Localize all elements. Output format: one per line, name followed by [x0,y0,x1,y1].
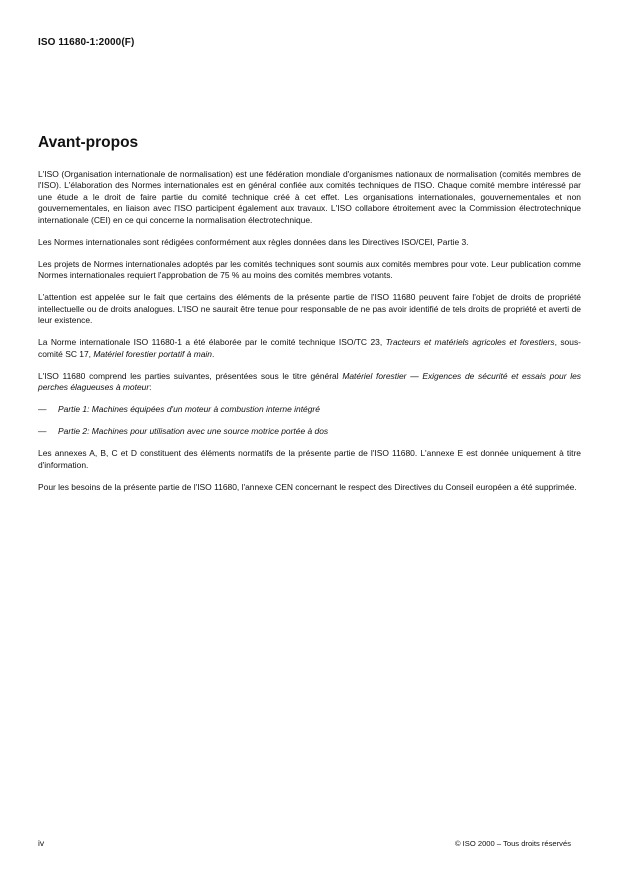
em-dash-bullet: — [38,404,47,415]
general-title: Matériel forestier — Exigences de sécurité et essais pour les perches élagueuses à moteur [38,370,581,393]
committee-title: Tracteurs et matériels agricoles et forestiers [385,337,555,348]
page-number: iv [38,838,45,848]
list-item-part-1 [38,404,581,415]
list-item-part-2 [38,426,581,437]
paragraph-parts-intro [38,371,581,394]
document-id: ISO 11680-1:2000(F) [38,37,135,48]
section-title: Avant-propos [38,134,139,151]
copyright-notice: © ISO 2000 – Tous droits réservés [454,839,571,848]
foreword-body [38,169,581,504]
committee-text-a: La Norme internationale ISO 11680-1 a été élaborée par le comité technique ISO/TC 23, [38,337,386,348]
paragraph-iso-organisation: L'ISO (Organisation internationale de normalisation) est une fédération mondiale d'organismes nationaux de normalisation (comités membres de l'ISO). L'élaboration des Normes internationales est en général confiée aux comités techniques de l'ISO. Chaque comité membre intéressé par une étude a le droit de faire partie du comité technique créé à cet effet. Les organisations internationales, gouvernementales et non gouvernementales, en liaison avec l'ISO participent également aux travaux. L'ISO collabore étroitement avec la Commission électrotechnique internationale (CEI) en ce qui concerne la normalisation électrotechnique. [38,169,581,225]
em-dash-bullet: — [38,426,47,437]
part-2-title: Partie 2: Machines pour utilisation avec une source motrice portée à dos [58,426,329,437]
committee-text-e: . [211,348,215,359]
paragraph-committee [38,337,581,360]
paragraph-patent-rights: L'attention est appelée sur le fait que certains des éléments de la présente partie de l'ISO 11680 peuvent faire l'objet de droits de propriété intellectuelle ou de droits analogues. L'ISO ne saurait être tenue pour responsable de ne pas avoir identifié de tels droits de propriété et averti de leur existence. [38,292,581,326]
paragraph-directives: Les Normes internationales sont rédigées conformément aux règles données dans les Directives ISO/CEI, Partie 3. [38,236,469,247]
paragraph-cen-annex: Pour les besoins de la présente partie de l'ISO 11680, l'annexe CEN concernant le respect des Directives du Conseil européen a été supprimée. [38,481,577,492]
parts-intro-colon: : [149,382,152,393]
paragraph-annexes: Les annexes A, B, C et D constituent des éléments normatifs de la présente partie de l'ISO 11680. L'annexe E est donnée uniquement à titre d'information. [38,448,581,470]
part-1-title: Partie 1: Machines équipées d'un moteur à combustion interne intégré [58,404,320,415]
paragraph-voting: Les projets de Normes internationales adoptés par les comités techniques sont soumis aux comités membres pour vote. Leur publication comme Normes internationales requiert l'approbation de 75 % au moins des comités membres votants. [38,258,581,281]
parts-intro-text: L'ISO 11680 comprend les parties suivantes, présentées sous le titre général [38,370,343,381]
committee-text-c: , sous-comité SC 17, [38,337,581,359]
subcommittee-title: Matériel forestier portatif à main [93,348,212,359]
